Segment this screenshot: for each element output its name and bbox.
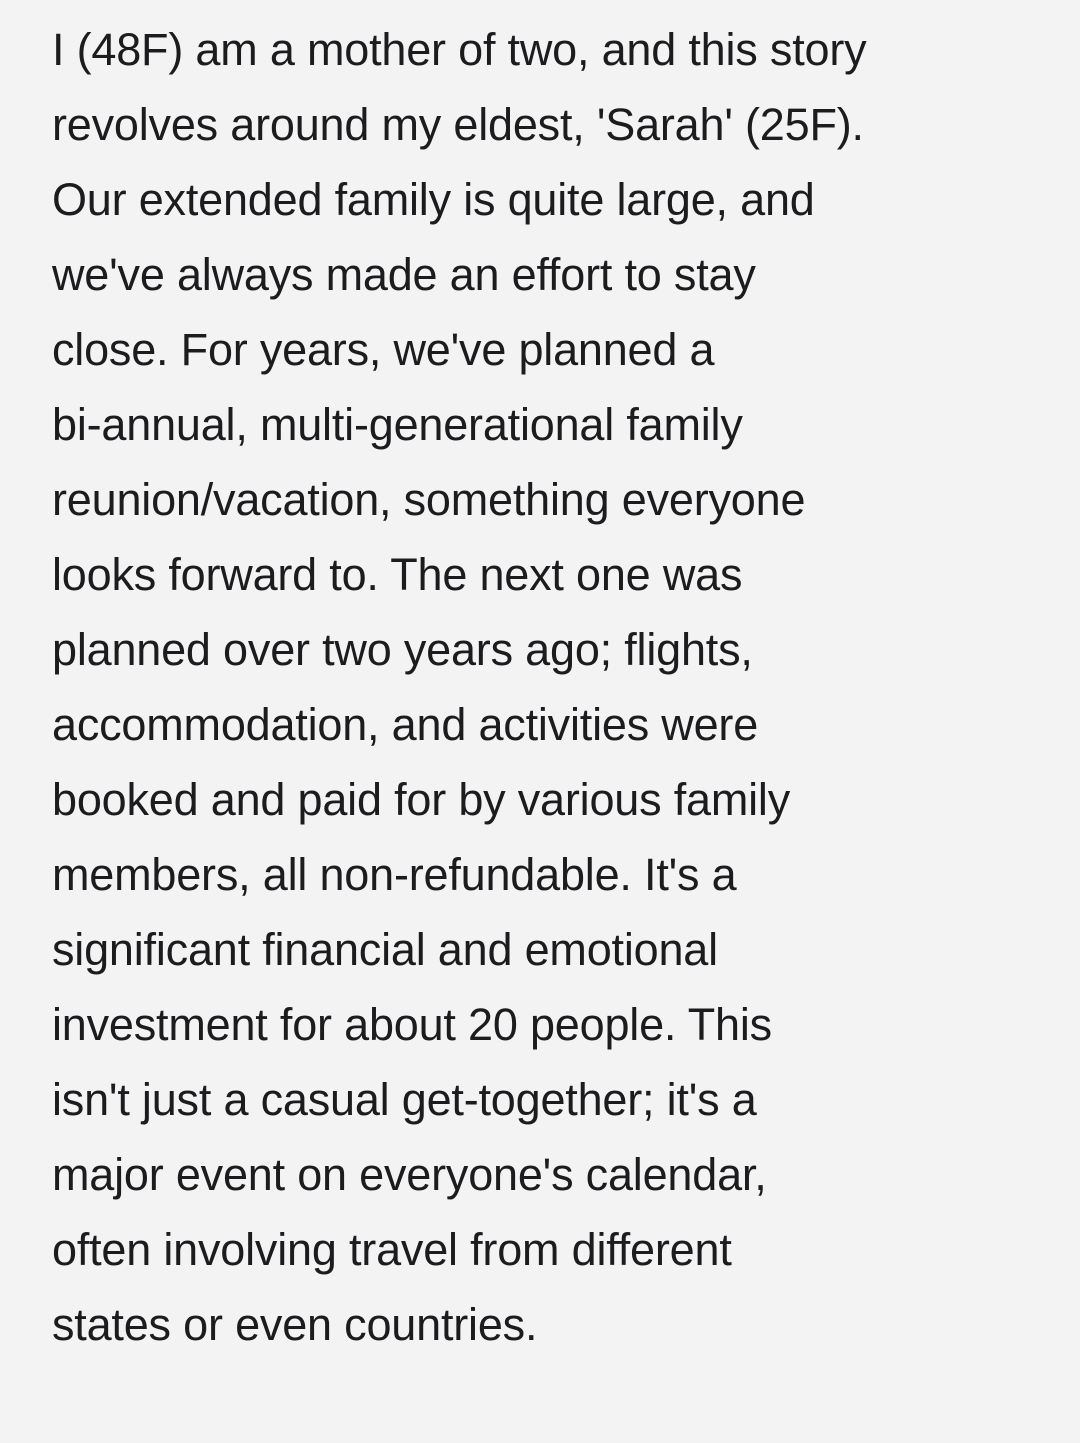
story-line: revolves around my eldest, 'Sarah' (25F). [52, 99, 864, 150]
story-line: often involving travel from different [52, 1224, 732, 1275]
story-line: reunion/vacation, something everyone [52, 474, 806, 525]
story-text [52, 12, 1040, 1362]
story-line: we've always made an effort to stay [52, 249, 756, 300]
story-line: members, all non-refundable. It's a [52, 849, 737, 900]
story-line: states or even countries. [52, 1299, 538, 1350]
story-line: major event on everyone's calendar, [52, 1149, 767, 1200]
story-line: bi-annual, multi-generational family [52, 399, 743, 450]
story-line: isn't just a casual get-together; it's a [52, 1074, 757, 1125]
story-line: I (48F) am a mother of two, and this story [52, 24, 867, 75]
story-line: accommodation, and activities were [52, 699, 759, 750]
story-line: investment for about 20 people. This [52, 999, 772, 1050]
story-line: looks forward to. The next one was [52, 549, 743, 600]
story-line: close. For years, we've planned a [52, 324, 715, 375]
story-line: Our extended family is quite large, and [52, 174, 815, 225]
story-line: planned over two years ago; flights, [52, 624, 753, 675]
story-line: significant financial and emotional [52, 924, 718, 975]
story-line: booked and paid for by various family [52, 774, 791, 825]
